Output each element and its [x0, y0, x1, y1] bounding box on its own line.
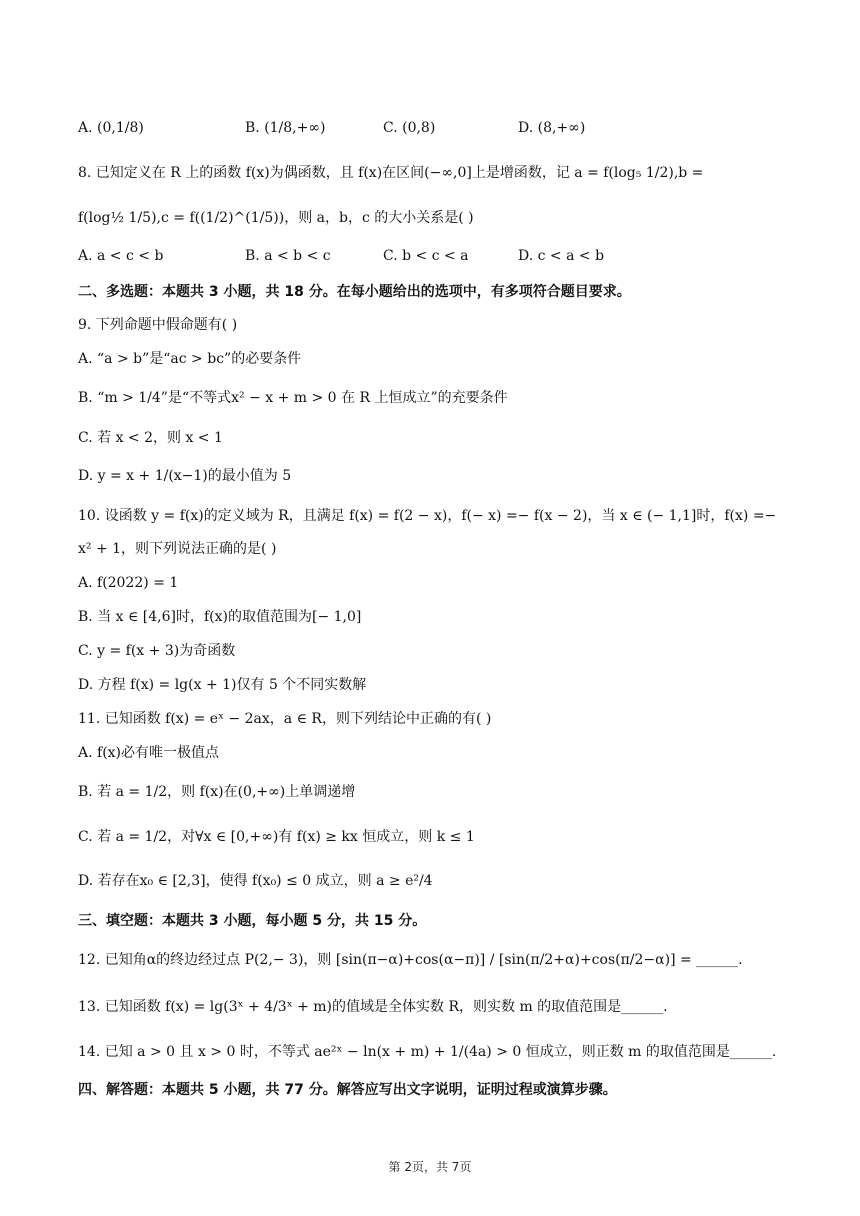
q13-text: 13. 已知函数 f(x) = lg(3ˣ + 4/3ˣ + m)的值域是全体实数 R，则实数 m 的取值范围是______.	[78, 999, 668, 1015]
q7-option-a: A. (0,1/8)	[78, 120, 144, 136]
q8-stem-line1: 8. 已知定义在 R 上的函数 f(x)为偶函数，且 f(x)在区间(−∞,0]上是增函数，记 a = f(log₅ 1/2),b =	[78, 165, 704, 181]
q12-text: 12. 已知角α的终边经过点 P(2,− 3)，则 [sin(π−α)+cos(α−π)] / [sin(π/2+α)+cos(π/2−α)] = ______.	[78, 952, 743, 968]
q7-option-c: C. (0,8)	[383, 120, 436, 136]
q11-stem: 11. 已知函数 f(x) = eˣ − 2ax，a ∈ R，则下列结论中正确的有( )	[78, 711, 492, 727]
q10-option-d: D. 方程 f(x) = lg(x + 1)仅有 5 个不同实数解	[78, 677, 367, 693]
q8-option-d: D. c < a < b	[518, 248, 605, 264]
q14-text: 14. 已知 a > 0 且 x > 0 时，不等式 ae²ˣ − ln(x + m) + 1/(4a) > 0 恒成立，则正数 m 的取值范围是______.	[78, 1044, 777, 1060]
q9-stem: 9. 下列命题中假命题有( )	[78, 317, 238, 333]
q9-option-b: B. “m > 1/4”是“不等式x² − x + m > 0 在 R 上恒成立”的充要条件	[78, 390, 508, 406]
q10-stem-line1: 10. 设函数 y = f(x)的定义域为 R，且满足 f(x) = f(2 − x)，f(− x) =− f(x − 2)，当 x ∈ (− 1,1]时，f(x) =−	[78, 508, 777, 524]
section-heading-solutions: 四、解答题：本题共 5 小题，共 77 分。解答应写出文字说明，证明过程或演算步骤。	[78, 1082, 617, 1098]
q9-option-d: D. y = x + 1/(x−1)的最小值为 5	[78, 468, 292, 484]
page-footer: 第 2页，共 7页	[388, 1160, 472, 1174]
q10-option-b: B. 当 x ∈ [4,6]时，f(x)的取值范围为[− 1,0]	[78, 609, 362, 625]
q10-stem-line2: x² + 1，则下列说法正确的是( )	[78, 541, 277, 557]
q11-option-c: C. 若 a = 1/2，对∀x ∈ [0,+∞)有 f(x) ≥ kx 恒成立，则 k ≤ 1	[78, 829, 475, 845]
q10-option-a: A. f(2022) = 1	[78, 575, 179, 591]
q11-option-b: B. 若 a = 1/2，则 f(x)在(0,+∞)上单调递增	[78, 784, 356, 800]
q11-option-a: A. f(x)必有唯一极值点	[78, 745, 220, 761]
q7-option-b: B. (1/8,+∞)	[245, 120, 326, 136]
q10-option-c: C. y = f(x + 3)为奇函数	[78, 643, 236, 659]
q11-option-d: D. 若存在x₀ ∈ [2,3]，使得 f(x₀) ≤ 0 成立，则 a ≥ e²/4	[78, 873, 433, 889]
q8-option-b: B. a < b < c	[245, 248, 331, 264]
q8-stem-line2: f(log½ 1/5),c = f((1/2)^(1/5))，则 a，b，c 的大小关系是( )	[78, 210, 474, 226]
q8-option-c: C. b < c < a	[383, 248, 469, 264]
q9-option-c: C. 若 x < 2，则 x < 1	[78, 430, 223, 446]
section-heading-multiple-choice: 二、多选题：本题共 3 小题，共 18 分。在每小题给出的选项中，有多项符合题目要求。	[78, 284, 631, 300]
q9-option-a: A. “a > b”是“ac > bc”的必要条件	[78, 351, 302, 367]
section-heading-fill-in: 三、填空题：本题共 3 小题，每小题 5 分，共 15 分。	[78, 913, 427, 929]
q7-option-d: D. (8,+∞)	[518, 120, 586, 136]
q8-option-a: A. a < c < b	[78, 248, 164, 264]
